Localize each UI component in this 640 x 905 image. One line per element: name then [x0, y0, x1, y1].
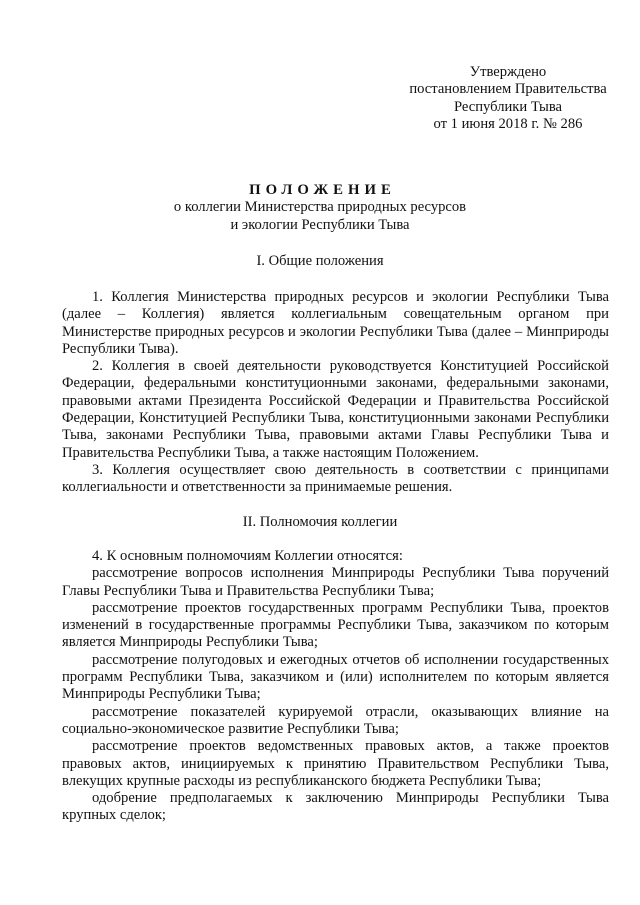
title-subtitle-line: и экологии Республики Тыва [230, 216, 410, 233]
paragraph: рассмотрение показателей курируемой отрасли, оказывающих влияние на социально-экономическое развитие Республики Тыва; [62, 703, 609, 737]
approval-line: постановлением Правительства [409, 81, 607, 98]
approval-line: от 1 июня 2018 г. № 286 [433, 115, 583, 132]
approval-line: Утверждено [469, 64, 547, 80]
approval-line: Республики Тыва [453, 98, 563, 115]
paragraph: 3. Коллегия осуществляет свою деятельность в соответствии с принципами коллегиальности и ответственности за принимаемые решения. [62, 461, 609, 496]
approval-stamp [392, 64, 624, 133]
document-title [0, 182, 640, 234]
paragraph: одобрение предполагаемых к заключению Минприроды Республики Тыва крупных сделок; [62, 790, 609, 824]
paragraph: рассмотрение проектов государственных программ Республики Тыва, проектов изменений в государственные программы Республики Тыва, заказчиком по которым является Минприроды Республики Тыва; [62, 599, 609, 651]
paragraph: 2. Коллегия в своей деятельности руководствуется Конституцией Российской Федерации, федеральными конституционными законами, федеральными законами, правовыми актами Президента Российской Федерации и Правительства Российской Федерации, Конституцией Республики Тыва, конституционными законами Республики Тыва, законами Республики Тыва, правовыми актами Главы Республики Тыва и Правительства Республики Тыва, а также настоящим Положением. [62, 358, 609, 461]
section-heading-general: I. Общие положения [256, 253, 384, 269]
paragraph: 1. Коллегия Министерства природных ресурсов и экологии Республики Тыва (далее – Коллегия) является коллегиальным совещательным органом при Министерстве природных ресурсов и экологии Республики Тыва (далее – Минприроды Республики Тыва). [62, 289, 609, 357]
section-general-body [62, 289, 609, 497]
section-heading-powers: II. Полномочия коллегии [242, 514, 398, 530]
paragraph: рассмотрение полугодовых и ежегодных отчетов об исполнении государственных программ Республики Тыва, заказчиком и (или) исполнителем по которым является Минприроды Республики Тыва; [62, 651, 609, 703]
paragraph: 4. К основным полномочиям Коллегии относятся: [92, 548, 403, 564]
paragraph: рассмотрение вопросов исполнения Минприроды Республики Тыва поручений Главы Республики Тыва и Правительства Республики Тыва; [62, 565, 609, 599]
section-powers-body [62, 548, 609, 825]
title-heading: ПОЛОЖЕНИЕ [249, 182, 396, 198]
paragraph: рассмотрение проектов ведомственных правовых актов, а также проектов правовых актов, инициируемых к принятию Правительством Республики Тыва, влекущих крупные расходы из республиканского бюджета Республики Тыва; [62, 738, 609, 789]
title-subtitle-line: о коллегии Министерства природных ресурсов [173, 199, 467, 216]
